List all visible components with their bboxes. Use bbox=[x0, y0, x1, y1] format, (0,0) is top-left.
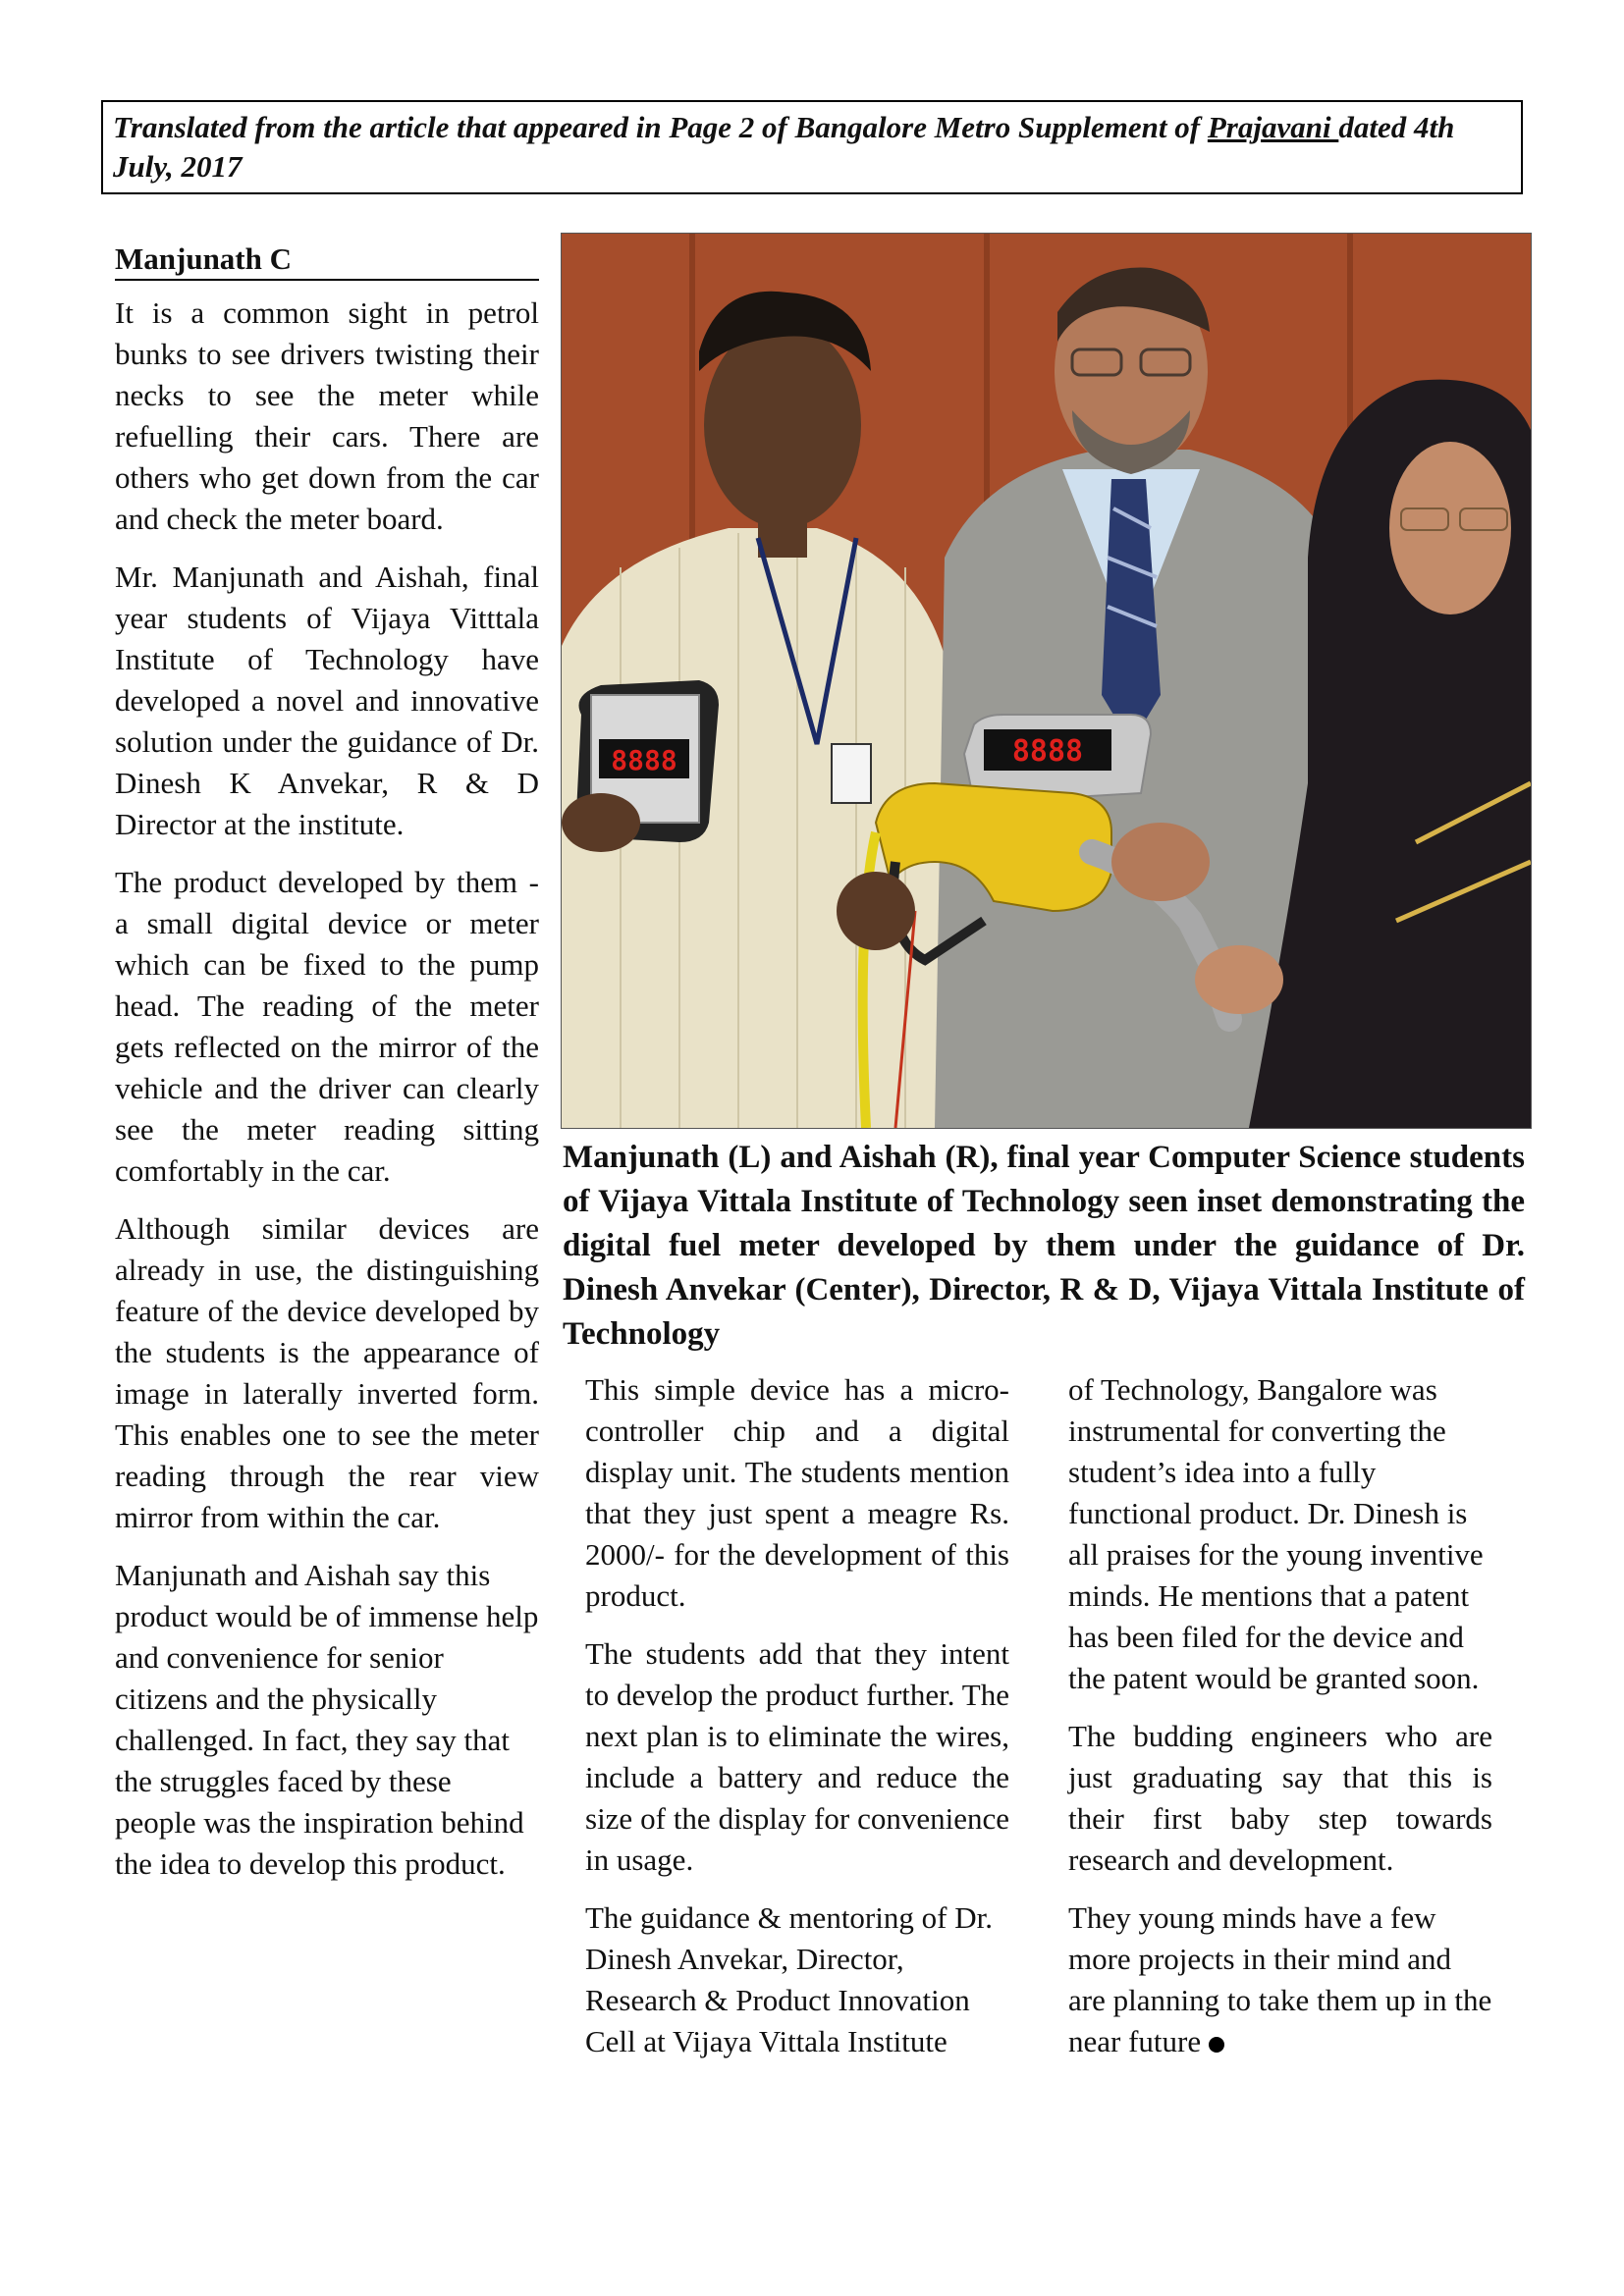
mirror-led-readout: 8888 bbox=[611, 744, 677, 776]
paragraph: The guidance & mentoring of Dr. Dinesh Anvekar, Director, Research & Product Innovation Cell at Vijaya Vittala Institute bbox=[585, 1900, 993, 2058]
translation-note-text: Translated from the article that appeared in Page 2 of Bangalore Metro Supplement of bbox=[113, 110, 1208, 144]
byline: Manjunath C bbox=[115, 240, 539, 281]
paragraph: This simple device has a micro-controller chip and a digital display unit. The students mention that they just spent a meagre Rs. 2000/- for the development of this product. bbox=[585, 1372, 1009, 1613]
meter-led-readout: 8888 bbox=[1011, 734, 1084, 769]
paragraph: of Technology, Bangalore was instrumental for converting the student’s idea into a fully functional product. Dr. Dinesh is all praises for the young inventive minds. He mentions that a patent has been filed for the device and the patent would be granted soon. bbox=[1068, 1372, 1484, 1695]
paragraph: It is a common sight in petrol bunks to see drivers twisting their necks to see the meter while refuelling their cars. There are others who get down from the car and check the meter board. bbox=[115, 295, 539, 536]
middle-column bbox=[585, 1369, 1009, 2079]
end-mark-icon bbox=[1209, 2037, 1224, 2053]
paragraph: Although similar devices are already in use, the distinguishing feature of the device developed by the students is the appearance of image in laterally inverted form. This enables one to see the meter reading through the rear view mirror from within the car. bbox=[115, 1211, 539, 1534]
paragraph: The budding engineers who are just graduating say that this is their first baby step towards research and development. bbox=[1068, 1719, 1492, 1877]
translation-note bbox=[101, 100, 1523, 194]
photo-illustration bbox=[562, 234, 1531, 1128]
publication-name: Prajavani bbox=[1207, 110, 1339, 144]
paragraph: Mr. Manjunath and Aishah, final year students of Vijaya Vitttala Institute of Technology have developed a novel and innovative solution under the guidance of Dr. Dinesh K Anvekar, R & D Director at the institute. bbox=[115, 560, 539, 841]
paragraph: Manjunath and Aishah say this product would be of immense help and convenience for senior citizens and the physically challenged. In fact, they say that the struggles faced by these people was the inspiration behind the idea to develop this product. bbox=[115, 1558, 539, 1881]
paragraph: The students add that they intent to develop the product further. The next plan is to eliminate the wires, include a battery and reduce the size of the display for convenience in usage. bbox=[585, 1636, 1009, 1877]
paragraph bbox=[1068, 1897, 1492, 2062]
news-photo bbox=[561, 233, 1532, 1129]
right-column bbox=[1068, 1369, 1492, 2079]
translation-note-date: dated 4th July, 2017 bbox=[113, 110, 1455, 184]
photo-caption: Manjunath (L) and Aishah (R), final year Computer Science students of Vijaya Vittala Institute of Technology seen inset demonstrating the digital fuel meter developed by them under the guidance of Dr. Dinesh Anvekar (Center), Director, R & D, Vijaya Vittala Institute of Technology bbox=[563, 1140, 1525, 1352]
paragraph: The product developed by them - a small digital device or meter which can be fixed to the pump head. The reading of the meter gets reflected on the mirror of the vehicle and the driver can clearly see the meter reading sitting comfortably in the car. bbox=[115, 865, 539, 1188]
left-column bbox=[115, 240, 539, 1901]
closing-text: They young minds have a few more projects in their mind and are planning to take them up in the near future bbox=[1068, 1900, 1492, 2058]
